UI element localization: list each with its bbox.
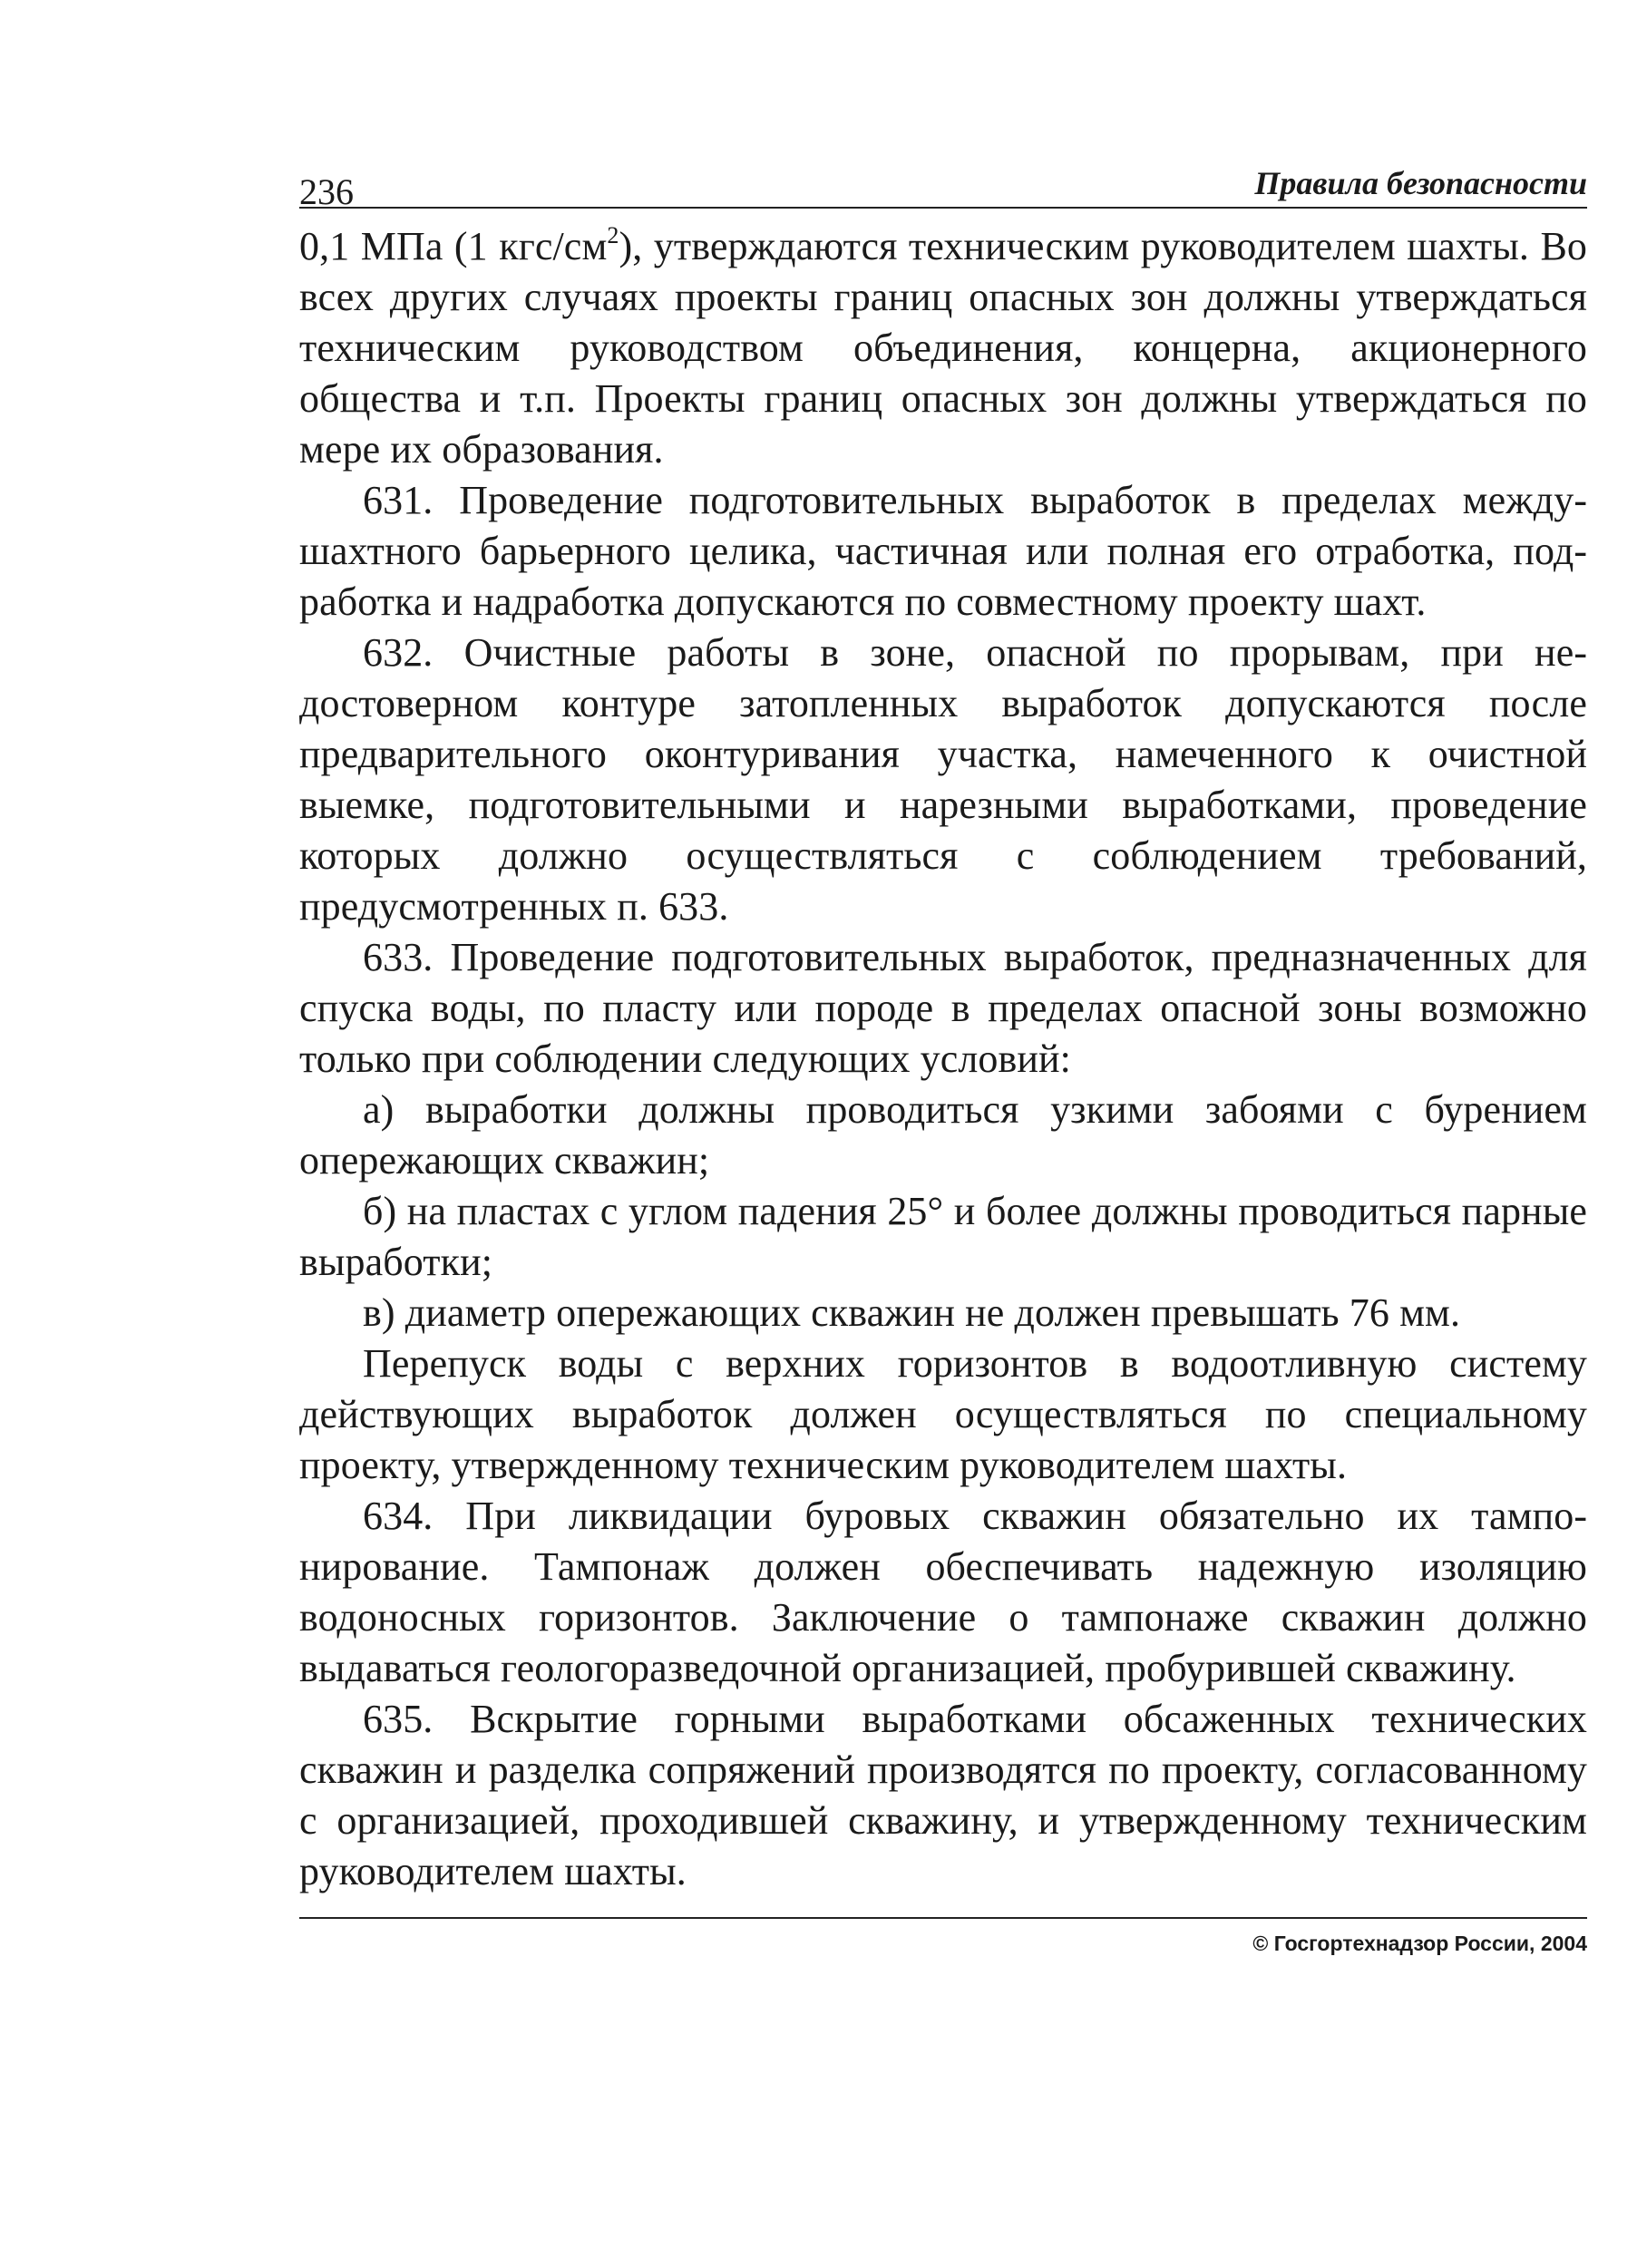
document-page xyxy=(299,154,1587,1957)
page-header xyxy=(299,154,1587,212)
list-item-b: б) на пластах с углом падения 25° и более должны проводиться парные выработки; xyxy=(299,1189,1587,1284)
list-item-v: в) диаметр опережающих скважин не должен превышать 76 мм. xyxy=(363,1290,1461,1335)
paragraph-634: 634. При ликвидации буровых скважин обязательно их тампонирование. Тампонаж должен обеспечивать надежную изоляцию водоносных горизонтов. Заключение о тампонаже скважин должно выдаваться геологоразведочной организацией, пробурившей скважину. xyxy=(299,1494,1587,1690)
page-number: 236 xyxy=(299,171,354,212)
paragraph-continuation xyxy=(299,221,1587,475)
paragraph-635: 635. Вскрытие горными выработками обсаженных технических скважин и разделка сопряжений производятся по проекту, согласованному с организацией, проходившей скважину, и утвержденному техническим руководителем шахты. xyxy=(299,1697,1587,1893)
running-title: Правила безопасности xyxy=(1254,165,1587,201)
paragraph-text-after-sup: ), утверждаются техническим руководителем шахты. Во всех других случаях проекты границ опасных зон должны утверждаться техническим руководством объединения, концерна, акционерного общества и т.п. Проекты границ опасных зон должны утверждаться по мере их образования. xyxy=(299,224,1587,472)
paragraph-633: 633. Проведение подготовительных выработок, предназначенных для спуска воды, по пласту или породе в пределах опасной зоны возможно только при соблюдении следующих условий: xyxy=(299,935,1587,1081)
paragraph-text-before-sup: 0,1 МПа (1 кгс/см xyxy=(299,224,608,268)
copyright-notice: © Госгортехнадзор России, 2004 xyxy=(1252,1932,1587,1955)
footer-divider xyxy=(299,1917,1587,1919)
paragraph-632: 632. Очистные работы в зоне, опасной по прорывам, при недостоверном контуре затопленных выработок допускаются после предварительного оконтуривания участка, намеченного к очистной выемке, подготовительными и нарезными выработками, проведение которых должно осуществляться с соблюдением требований, предусмотренных п. 633. xyxy=(299,630,1587,929)
paragraph-631: 631. Проведение подготовительных выработок в пределах междушахтного барьерного целика, частичная или полная его отработка, подработка и надработка допускаются по совместному проекту шахт. xyxy=(299,478,1587,624)
list-item-a: а) выработки должны проводиться узкими забоями с бурением опережающих скважин; xyxy=(299,1087,1587,1183)
paragraph-water-transfer: Перепуск воды с верхних горизонтов в водоотливную систему действующих выработок должен осуществляться по специальному проекту, утвержденному техническим руководителем шахты. xyxy=(299,1341,1587,1487)
page-body xyxy=(299,221,1587,1897)
superscript: 2 xyxy=(607,222,619,248)
